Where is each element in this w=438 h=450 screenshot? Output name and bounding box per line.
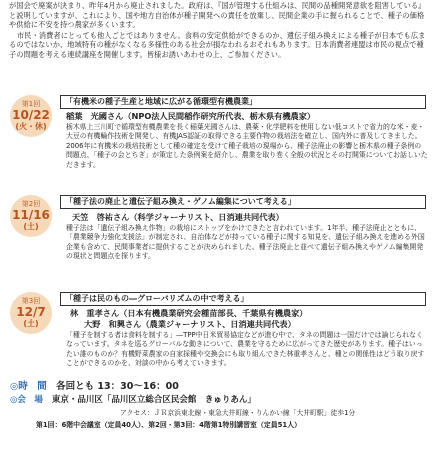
session-2-theme: 「種子法の廃止と遺伝子組み換え・ゲノム編集について考える」 [60, 195, 426, 209]
session-day: (火・休) [15, 122, 47, 132]
access-info: アクセス：ＪＲ京浜東北線・東急大井町線・りんかい線「大井町駅」徒歩1分 [120, 409, 356, 417]
intro-paragraph-1: が国会で廃案が決まり、昨年4月から廃止されました。政府は、『国が管理する仕組みは、民間の品種開発意欲を阻害している』と説明していますが、これにより、国や地方自治体が種子開発への責任を放棄し、民間企業の手に握られることで、種子の価格や供給に不安を持つ農家が多くいます。 [9, 1, 426, 29]
session-1-date-badge [10, 95, 52, 137]
venue-label: ◎会 場 [10, 395, 43, 405]
session-1-description: 栃木県上三川町で循環型有機農業を長く稲葉光國さんは、農薬・化学肥料を使用しない低コストで省力的な米・麦・大豆の有機輪作技術を開発し、有機JAS認証の取得できる主要作物の栽培法を確立し、国内外に普及してきました。2006年に有機米の栽培技術として種の確定を受けて種子栽培の現場から、種子法廃止の影響と栃木県の種子条例の問題点、「種子の会とちぎ」が策定した条例案を紹介し、農業を取り巻く全般の状況とその打開策についてお話しいただきます。 [66, 123, 428, 169]
session-2-speaker: 天笠 啓祐さん（科学ジャーナリスト、日消連共同代表） [72, 212, 284, 222]
session-day: (土) [23, 222, 39, 232]
intro-text [9, 1, 430, 59]
session-3-speaker-2: 大野 和興さん（農業ジャーナリスト、日消連共同代表） [84, 319, 296, 329]
venue-value: 東京・品川区「品川区立総合区民会館 きゅりあん」 [51, 395, 256, 405]
session-day: (土) [23, 319, 39, 329]
session-3-theme: 「種子は民のもの―グローバリズムの中で考える」 [60, 292, 426, 306]
session-1-theme: 「有機米の種子生産と地域に広がる循環型有機農業」 [60, 95, 426, 109]
time-label: ◎時 間 [10, 381, 47, 392]
session-3-speaker-1: 林 重孝さん（日本有機農業研究会種苗部長、千葉県有機農家） [70, 308, 308, 318]
session-1-speaker: 稲葉 光國さん（NPO法人民間稲作研究所代表、栃木県有機農家） [66, 111, 316, 121]
session-number: 第2回 [21, 200, 41, 208]
session-number: 第1回 [21, 100, 41, 108]
room-info: 第1回：6階中会議室（定員40人）、第2回・第3回：4階第1特別講習室（定員51人） [36, 421, 301, 429]
session-3-date-badge [10, 292, 52, 334]
time-row [10, 381, 179, 394]
session-date: 12/7 [16, 305, 46, 320]
session-date: 10/22 [12, 108, 50, 123]
session-2-date-badge [10, 195, 52, 237]
session-2-description: 種子法は「遺伝子組み換え作物」の栽培にストップをかけてきたと言われています。1年半、種子法廃止とともに、「農業競争力強化支援法」が制定され、自治体などが持っている種子に関する知見を、遺伝子組み換えを進める外国企業も含めて、民間事業者に提供することが決められました。種子法廃止と並べて遺伝子組み換えやゲノム編集開発の現状と問題点を探ります。 [66, 224, 425, 261]
intro-paragraph-2: 市民・消費者にとっても他人ごとではありません。食料の安定供給ができるのか、遺伝子組み換えによる種子が日本でも広まるのではないか、地域特有の種がなくなる多様性のある社会が損なわれるおそれもあります。日本消費者連盟は市民の視点で種子の問題を考える連続講座を開催します。皆様お誘いあわせの上、ご参加ください。 [9, 30, 426, 59]
venue-row [10, 395, 256, 406]
session-3-description: 「種子を制する者は食料を制する」―TPP中日米貿易協定などが進む中で、タネの問題は一国だけでは論じられなくなっています。タネを巡るグローバルな動きについて、農業を守るために広がってきた歴史があります。種子はいったい誰のものか？有機野菜農家の自家採種や交換会にも取り組んできた林重孝さんと、種との関係性はどう取り戻すことができるのかを、対談の中から考えていきます。 [66, 331, 425, 368]
time-value: 各回とも 13：30～16：00 [56, 381, 179, 392]
session-number: 第3回 [21, 297, 41, 305]
session-date: 11/16 [12, 208, 50, 223]
